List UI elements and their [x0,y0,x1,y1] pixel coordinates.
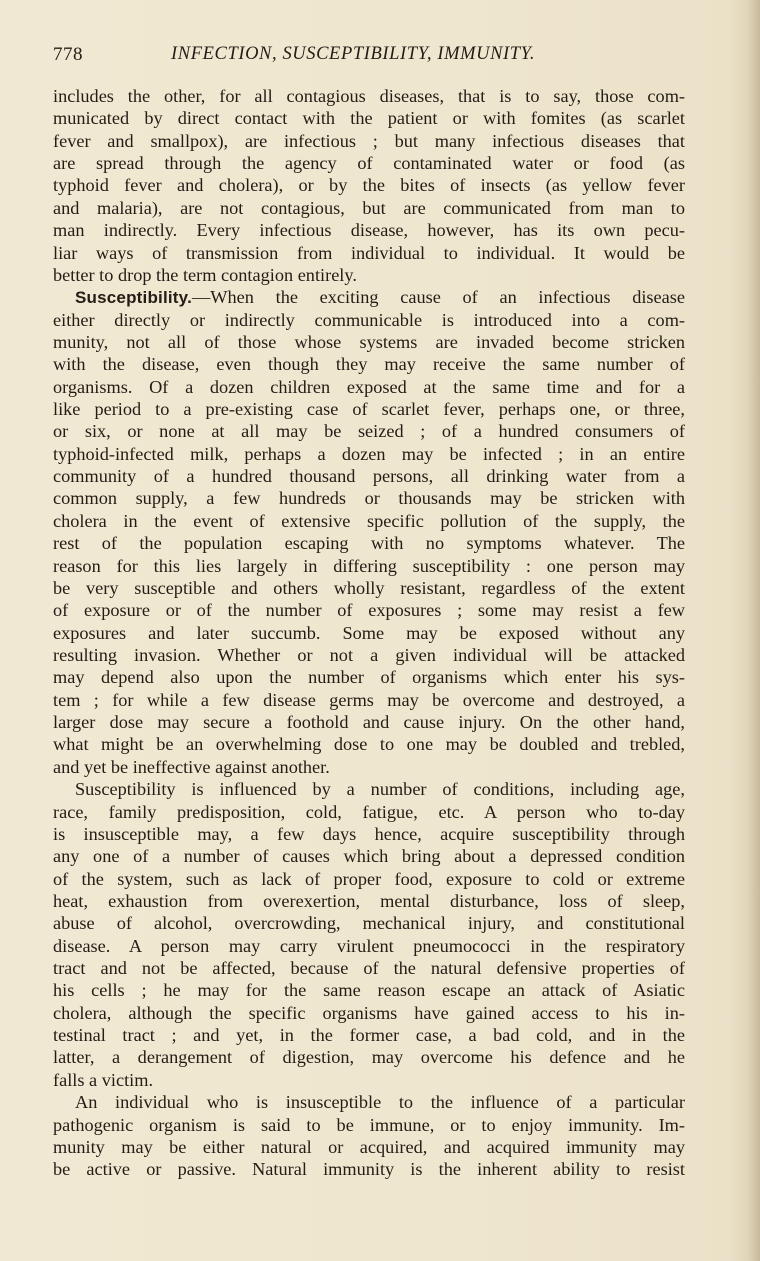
text-line: heat, exhaustion from overexertion, mental disturbance, loss of sleep, [53,890,685,911]
text-line: cholera, although the specific organisms have gained access to his in- [53,1002,685,1023]
text-line: abuse of alcohol, overcrowding, mechanical injury, and constitutional [53,913,685,934]
text-line: common supply, a few hundreds or thousands may be stricken with [53,488,685,509]
text-line: community of a hundred thousand persons, all drinking water from a [53,466,685,487]
body-text [53,85,685,1181]
text-line: are spread through the agency of contaminated water or food (as [53,153,685,174]
text-line: rest of the population escaping with no symptoms whatever. The [53,533,685,554]
text-line: municated by direct contact with the patient or with fomites (as scarlet [53,108,685,129]
text-line: either directly or indirectly communicable is introduced into a com- [53,309,685,330]
text-line: of the system, such as lack of proper food, exposure to cold or extreme [53,868,685,889]
text-line: reason for this lies largely in differing susceptibility : one person may [53,555,685,576]
section-heading: Susceptibility. [75,288,192,308]
text-line: munity may be either natural or acquired, and acquired immunity may [53,1136,685,1157]
text-line: tract and not be affected, because of the natural defensive properties of [53,958,685,979]
text-line: be active or passive. Natural immunity is the inherent ability to resist [53,1159,685,1180]
text-line: tem ; for while a few disease germs may be overcome and destroyed, a [53,689,685,710]
text-line: organisms. Of a dozen children exposed at the same time and for a [53,376,685,397]
text-line: An individual who is insusceptible to the influence of a particular [75,1092,685,1113]
text-line: what might be an overwhelming dose to one may be doubled and trebled, [53,734,685,755]
text-line: pathogenic organism is said to be immune, or to enjoy immunity. Im- [53,1114,685,1135]
text-line: liar ways of transmission from individual to individual. It would be [53,242,685,263]
text-line: like period to a pre-existing case of scarlet fever, perhaps one, or three, [53,399,685,420]
page-edge-shadow [748,0,760,1261]
text-line: better to drop the term contagion entirely. [53,264,357,285]
text-line-remainder: —When the exciting cause of an infectious disease [192,287,685,308]
text-line: his cells ; he may for the same reason escape an attack of Asiatic [53,980,685,1001]
text-line: typhoid-infected milk, perhaps a dozen may be infected ; in an entire [53,443,685,464]
text-line: larger dose may secure a foothold and cause injury. On the other hand, [53,712,685,733]
text-line: and yet be ineffective against another. [53,756,330,777]
running-head: INFECTION, SUSCEPTIBILITY, IMMUNITY. [171,44,536,64]
text-line: Susceptibility is influenced by a number of conditions, including age, [75,779,685,800]
text-line: race, family predisposition, cold, fatigue, etc. A person who to-day [53,801,685,822]
text-line: cholera in the event of extensive specific pollution of the supply, the [53,510,685,531]
text-line: is insusceptible may, a few days hence, acquire susceptibility through [53,823,685,844]
text-line: latter, a derangement of digestion, may overcome his defence and he [53,1047,685,1068]
text-line: be very susceptible and others wholly resistant, regardless of the extent [53,577,685,598]
text-line: disease. A person may carry virulent pneumococci in the respiratory [53,935,685,956]
text-line: includes the other, for all contagious diseases, that is to say, those com- [53,86,685,106]
text-line: falls a victim. [53,1069,154,1090]
text-line: munity, not all of those whose systems are invaded become stricken [53,331,685,352]
text-line: with the disease, even though they may receive the same number of [53,354,685,375]
page-number: 778 [53,44,83,65]
text-line: may depend also upon the number of organisms which enter his sys- [53,667,685,688]
text-line: exposures and later succumb. Some may be exposed without any [53,622,685,643]
text-line: and malaria), are not contagious, but are communicated from man to [53,197,685,218]
text-line: resulting invasion. Whether or not a given individual will be attacked [53,644,685,665]
text-line: man indirectly. Every infectious disease, however, has its own pecu- [53,220,685,241]
page-header [53,44,685,74]
text-line: any one of a number of causes which bring about a depressed condition [53,846,685,867]
text-line: or six, or none at all may be seized ; of a hundred consumers of [53,421,685,442]
text-line: testinal tract ; and yet, in the former case, a bad cold, and in the [53,1025,685,1046]
text-line: typhoid fever and cholera), or by the bites of insects (as yellow fever [53,175,685,196]
text-line: of exposure or of the number of exposures ; some may resist a few [53,600,685,621]
section-first-line [53,286,685,308]
text-line: fever and smallpox), are infectious ; but many infectious diseases that [53,130,685,151]
